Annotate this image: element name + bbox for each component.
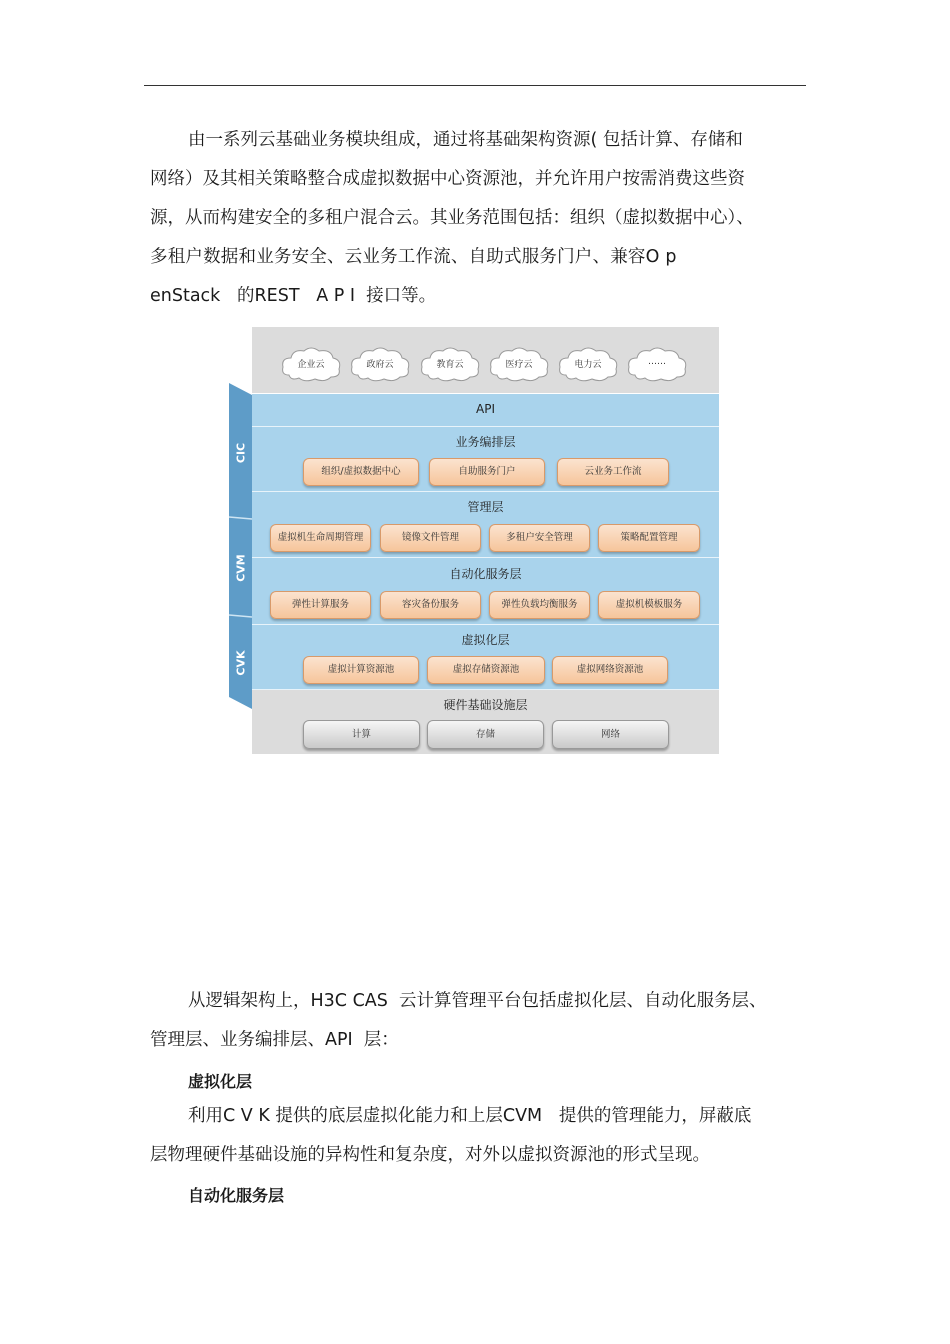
hardware-box: 计算 bbox=[303, 720, 420, 749]
management-layer-title: 管理层 bbox=[467, 500, 504, 514]
automation-layer bbox=[252, 558, 719, 625]
module-box: 虚拟机模板服务 bbox=[598, 591, 700, 619]
logic-paragraph bbox=[150, 982, 810, 1060]
cloud-label: 电力云 bbox=[574, 360, 602, 370]
orchestration-layer bbox=[252, 427, 719, 492]
hardware-layer-title: 硬件基础设施层 bbox=[443, 698, 528, 712]
cloud-icon bbox=[487, 345, 551, 385]
section-heading-automation: 自动化服务层 bbox=[188, 1186, 285, 1205]
api-layer-title: API bbox=[476, 402, 495, 416]
intro-line: 源，从而构建安全的多租户混合云。其业务范围包括：组织（虚拟数据中心）、 bbox=[150, 208, 754, 228]
hardware-box: 存储 bbox=[427, 720, 544, 749]
cvk-label: CVK bbox=[234, 650, 247, 676]
virtualization-layer bbox=[252, 625, 719, 690]
cloud-label: 企业云 bbox=[297, 360, 325, 370]
architecture-diagram bbox=[229, 327, 719, 754]
module-box: 虚拟存储资源池 bbox=[427, 656, 545, 684]
cloud-icon bbox=[348, 345, 412, 385]
module-box: 多租户安全管理 bbox=[489, 524, 590, 552]
intro-line: 多租户数据和业务安全、云业务工作流、自助式服务门户、兼容O p bbox=[150, 247, 677, 267]
cloud-icon bbox=[556, 345, 620, 385]
module-box: 镜像文件管理 bbox=[380, 524, 481, 552]
module-box: 自助服务门户 bbox=[429, 458, 545, 486]
virtualization-line: 利用C V K 提供的底层虚拟化能力和上层CVM 提供的管理能力，屏蔽底 bbox=[188, 1106, 752, 1126]
virtualization-layer-title: 虚拟化层 bbox=[461, 633, 510, 647]
component-sidebar bbox=[229, 383, 252, 711]
logic-line: 管理层、业务编排层、API 层： bbox=[150, 1030, 399, 1050]
cloud-scenarios-band bbox=[252, 327, 719, 393]
cloud-icon bbox=[418, 345, 482, 385]
module-box: 弹性负载均衡服务 bbox=[489, 591, 590, 619]
hardware-box: 网络 bbox=[552, 720, 669, 749]
virtualization-paragraph bbox=[150, 1097, 810, 1175]
management-layer bbox=[252, 492, 719, 558]
intro-paragraph bbox=[150, 121, 810, 316]
api-layer bbox=[252, 394, 719, 427]
cloud-label: 教育云 bbox=[436, 360, 464, 370]
module-box: 组织/虚拟数据中心 bbox=[303, 458, 419, 486]
cloud-label: 政府云 bbox=[366, 360, 394, 370]
cvm-label: CVM bbox=[234, 554, 247, 582]
module-box: 容灾备份服务 bbox=[380, 591, 481, 619]
cloud-icon bbox=[279, 345, 343, 385]
intro-line: 由一系列云基础业务模块组成，通过将基础架构资源( 包括计算、存储和 bbox=[188, 130, 743, 150]
module-box: 云业务工作流 bbox=[557, 458, 669, 486]
automation-layer-title: 自动化服务层 bbox=[449, 567, 522, 581]
virtualization-line: 层物理硬件基础设施的异构性和复杂度，对外以虚拟资源池的形式呈现。 bbox=[150, 1145, 710, 1165]
orchestration-layer-title: 业务编排层 bbox=[455, 435, 516, 449]
cloud-label: 医疗云 bbox=[505, 360, 533, 370]
section-heading-virtualization: 虚拟化层 bbox=[188, 1072, 253, 1091]
module-box: 策略配置管理 bbox=[598, 524, 700, 552]
module-box: 虚拟网络资源池 bbox=[552, 656, 668, 684]
module-box: 虚拟机生命周期管理 bbox=[270, 524, 371, 552]
cloud-icon bbox=[625, 345, 689, 385]
module-box: 弹性计算服务 bbox=[270, 591, 371, 619]
cic-label: CIC bbox=[234, 442, 247, 464]
header-rule bbox=[144, 85, 806, 86]
cloud-label: …… bbox=[648, 357, 666, 367]
hardware-layer bbox=[252, 690, 719, 754]
intro-line: 网络）及其相关策略整合成虚拟数据中心资源池，并允许用户按需消费这些资 bbox=[150, 169, 745, 189]
intro-line: enStack 的REST A P I 接口等。 bbox=[150, 286, 437, 306]
module-box: 虚拟计算资源池 bbox=[303, 656, 419, 684]
logic-line: 从逻辑架构上，H3C CAS 云计算管理平台包括虚拟化层、自动化服务层、 bbox=[188, 991, 767, 1011]
